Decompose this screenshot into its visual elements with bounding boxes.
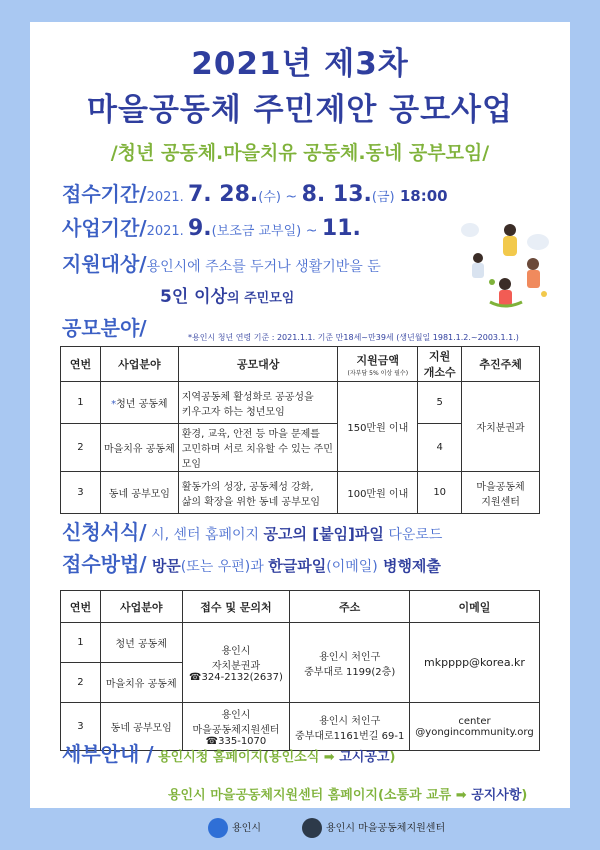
row-field	[100, 382, 178, 424]
row-no: 2	[61, 424, 101, 472]
reception-period	[62, 178, 448, 207]
row-no: 3	[61, 703, 101, 751]
community-center-logo	[302, 818, 445, 838]
shared-email: mkpppp@korea.kr	[410, 623, 540, 703]
method-text4: 한글파일	[268, 557, 327, 575]
support-target	[62, 248, 381, 277]
col-target: 공모대상	[178, 347, 338, 382]
table-row	[61, 382, 540, 424]
project-label: 사업기간/	[62, 216, 147, 240]
poster-subtitle: /청년 공동체.마을치유 공동체.동네 공부모임/	[110, 142, 490, 164]
field-heading	[62, 312, 147, 341]
reception-time: 18:00	[394, 187, 448, 205]
col-address: 주소	[290, 591, 410, 623]
details-line1-c: )	[389, 750, 396, 765]
row-count: 5	[418, 382, 462, 424]
project-end: 11.	[321, 216, 361, 241]
method-text5: (이메일)	[326, 559, 378, 575]
row-no: 3	[61, 472, 101, 514]
project-tilde: ~	[301, 223, 322, 239]
row-amount: 100만원 이내	[338, 472, 418, 514]
col-amount	[338, 347, 418, 382]
application-form	[62, 516, 442, 545]
row-count: 4	[418, 424, 462, 472]
table-row	[61, 623, 540, 663]
col-org: 추진주체	[462, 347, 540, 382]
youth-age-note: *용인시 청년 연령 기준 : 2021.1.1. 기준 만18세~만39세 (생년월일 1981.1.2.~2003.1.1.)	[188, 333, 519, 342]
submission-method	[62, 548, 441, 577]
target-text: 용인시에 주소를 두거나 생활기반을 둔	[146, 259, 381, 275]
project-year: 2021.	[146, 224, 188, 239]
form-label: 신청서식/	[62, 520, 147, 544]
row-no: 2	[61, 663, 101, 703]
col-no: 연번	[61, 347, 101, 382]
reception-start-day: (수)	[258, 190, 281, 205]
contact-table	[60, 590, 540, 751]
amount-header-note: (자부담 5% 이상 필수)	[347, 369, 409, 377]
table-row	[61, 472, 540, 514]
method-text6: 병행제출	[377, 557, 441, 575]
row-field: 동네 공부모임	[100, 703, 182, 751]
reception-end-day: (금)	[371, 190, 395, 205]
row-target: 지역공동체 활성화로 공공성을 키우고자 하는 청년모임	[178, 382, 338, 424]
reception-year: 2021.	[146, 190, 188, 205]
project-period	[62, 212, 361, 241]
reception-tilde: ~	[280, 189, 302, 205]
method-label: 접수방법/	[62, 552, 147, 576]
details-line1	[62, 738, 395, 767]
col-no: 연번	[61, 591, 101, 623]
field-label: 공모분야/	[62, 316, 147, 340]
center-emblem-icon	[302, 818, 322, 838]
city-emblem-icon	[208, 818, 228, 838]
row-target: 활동가의 성장, 공동체성 강화, 삶의 확장을 위한 동네 공부모임	[178, 472, 338, 514]
method-text1: 방문	[146, 557, 181, 575]
row-org: 마을공동체 지원센터	[462, 472, 540, 514]
form-text2: 공고의 [붙임]파일	[263, 525, 384, 543]
target-highlight: 5인 이상	[160, 287, 228, 307]
row-field: 마을치유 공동체	[100, 663, 182, 703]
row-contact: 용인시 마을공동체지원센터 ☎335-1070	[182, 703, 290, 751]
shared-contact: 용인시 자치분권과 ☎324-2132(2637)	[182, 623, 290, 703]
row-count: 10	[418, 472, 462, 514]
col-contact: 접수 및 문의처	[182, 591, 290, 623]
shared-amount: 150만원 이내	[338, 382, 418, 472]
row-no: 1	[61, 623, 101, 663]
col-field: 사업분야	[100, 591, 182, 623]
city-logo-text: 용인시	[232, 823, 261, 834]
center-logo-text: 용인시 마을공동체지원센터	[326, 823, 446, 834]
details-line1-b: 고시공고	[339, 750, 390, 765]
row-field: 청년 공동체	[100, 623, 182, 663]
details-line1-a: 용인시청 홈페이지(용인소식 ➡	[153, 750, 340, 765]
target-suffix: 의 주민모임	[227, 291, 295, 306]
shared-org: 자치분권과	[462, 382, 540, 472]
reception-start: 7. 28.	[187, 182, 259, 207]
details-line2-c: )	[521, 788, 528, 803]
details-line2	[168, 784, 527, 803]
method-text2: (또는 우편)	[180, 559, 251, 575]
row-address: 용인시 처인구 중부대로1161번길 69-1	[290, 703, 410, 751]
details-line2-a: 용인시 마을공동체지원센터 홈페이지(소통과 교류 ➡	[168, 788, 472, 803]
row-field-text: 청년 공동체	[116, 399, 168, 410]
details-label: 세부안내 /	[62, 742, 154, 766]
poster-title-line1: 2021년 제3차	[191, 46, 409, 82]
reception-end: 8. 13.	[301, 182, 372, 207]
col-email: 이메일	[410, 591, 540, 623]
row-field: 마을치유 공동체	[100, 424, 178, 472]
target-line2	[160, 282, 294, 307]
method-text3: 과	[250, 559, 269, 575]
col-field: 사업분야	[100, 347, 178, 382]
amount-header: 지원금액	[356, 353, 400, 367]
form-text1: 시, 센터 홈페이지	[146, 527, 264, 543]
details-line2-b: 공지사항	[471, 788, 522, 803]
form-text3: 다운로드	[383, 527, 443, 543]
row-field: 동네 공부모임	[100, 472, 178, 514]
shared-address: 용인시 처인구 중부대로 1199(2층)	[290, 623, 410, 703]
footer-bar	[0, 808, 600, 850]
row-target: 환경, 교육, 안전 등 마을 문제를 고민하며 서로 치유할 수 있는 주민모임	[178, 424, 338, 472]
row-field-star: *	[111, 399, 117, 410]
project-note: (보조금 교부일)	[211, 224, 302, 239]
row-email: center @yongincommunity.org	[410, 703, 540, 751]
row-no: 1	[61, 382, 101, 424]
reception-label: 접수기간/	[62, 182, 147, 206]
project-start: 9.	[187, 216, 212, 241]
people-illustration	[450, 212, 560, 322]
yongin-city-logo	[208, 818, 261, 838]
program-table	[60, 346, 540, 514]
poster-title-line2: 마을공동체 주민제안 공모사업	[87, 92, 513, 128]
target-label: 지원대상/	[62, 252, 147, 276]
col-count: 지원 개소수	[418, 347, 462, 382]
